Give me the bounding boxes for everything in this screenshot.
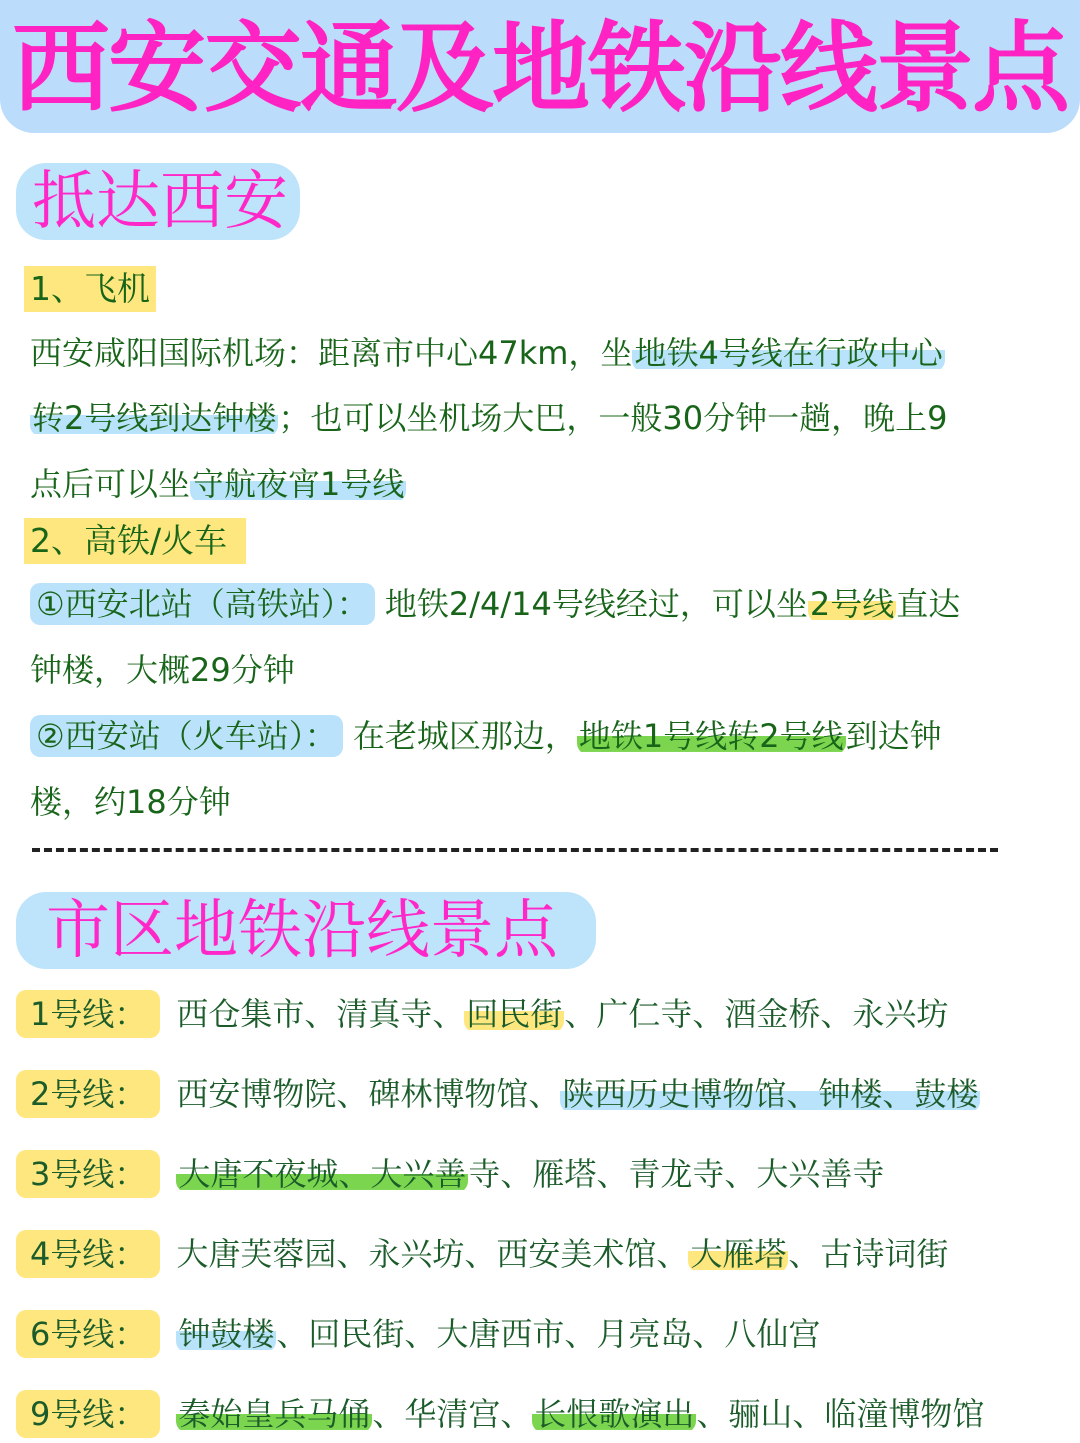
metro-row-line4 [16,1230,948,1278]
spot-highlight: 陕西历史博物馆、钟楼、鼓楼 [562,1075,979,1113]
dashed-divider [32,848,998,852]
north-station-text: 地铁2/4/14号线经过，可以坐 [384,585,808,623]
metro-spots: 钟鼓楼、回民街、大唐西市、月亮岛、八仙宫 [178,1315,821,1353]
spot-highlight: 秦始皇兵马俑 [178,1395,371,1433]
metro-row-line2 [16,1070,980,1118]
spot-highlight: 大唐不夜城、大兴善 [178,1155,467,1193]
plane-label: 1、飞机 [24,266,156,312]
plane-text: 点后可以坐 [30,465,191,503]
xian-station-text: 到达钟 [845,717,942,755]
section-heading-arrive: 抵达西安 [16,163,300,240]
metro-spots: 西安博物院、碑林博物馆、陕西历史博物馆、钟楼、鼓楼 [176,1075,979,1113]
xian-station-line-1 [30,714,942,758]
spot-highlight: 长恨歌演出 [534,1395,695,1433]
plane-text: ；也可以坐机场大巴，一般30分钟一趟，晚上9 [278,399,948,437]
metro-line-label: 9号线： [16,1390,160,1438]
section-heading-metro: 市区地铁沿线景点 [16,892,596,969]
metro-line-label: 6号线： [16,1310,160,1358]
plane-line-3 [30,462,406,506]
plane-highlight: 转2号线到达钟楼 [32,399,277,437]
plane-highlight: 守航夜宵1号线 [192,465,405,503]
metro-line-label: 3号线： [16,1150,160,1198]
metro-row-line3 [16,1150,884,1198]
plane-line-1 [30,331,945,375]
north-station-text: 直达 [896,585,961,623]
spot-highlight: 大雁塔 [690,1235,787,1273]
plane-highlight: 地铁4号线在行政中心 [634,334,943,372]
metro-line-label: 2号线： [16,1070,160,1118]
train-label: 2、高铁/火车 [24,518,246,564]
north-station-line-1 [30,582,960,626]
xian-station-line-2: 楼，约18分钟 [30,783,231,821]
spot-highlight: 钟鼓楼 [178,1315,275,1353]
xian-station-highlight: 地铁1号线转2号线 [578,717,844,755]
metro-spots: 西仓集市、清真寺、回民街、广仁寺、酒金桥、永兴坊 [176,995,949,1033]
metro-spots: 大唐不夜城、大兴善寺、雁塔、青龙寺、大兴善寺 [178,1155,885,1193]
north-station-highlight: 2号线 [809,585,895,623]
north-station-line-2: 钟楼，大概29分钟 [30,651,295,689]
metro-spots: 秦始皇兵马俑、华清宫、长恨歌演出、骊山、临潼博物馆 [178,1395,985,1433]
north-station-name: ①西安北站（高铁站）： [30,583,375,625]
metro-line-label: 1号线： [16,990,160,1038]
plane-text: 西安咸阳国际机场：距离市中心47km，坐 [30,334,633,372]
metro-line-label: 4号线： [16,1230,160,1278]
spot-highlight: 回民街 [466,995,563,1033]
metro-row-line6 [16,1310,820,1358]
page-title: 西安交通及地铁沿线景点 [11,12,1068,126]
xian-station-name: ②西安站（火车站）： [30,715,343,757]
metro-row-line1 [16,990,948,1038]
plane-line-2 [30,396,947,440]
metro-row-line9 [16,1390,984,1438]
metro-spots: 大唐芙蓉园、永兴坊、西安美术馆、大雁塔、古诗词街 [176,1235,949,1273]
xian-station-text: 在老城区那边， [352,717,577,755]
